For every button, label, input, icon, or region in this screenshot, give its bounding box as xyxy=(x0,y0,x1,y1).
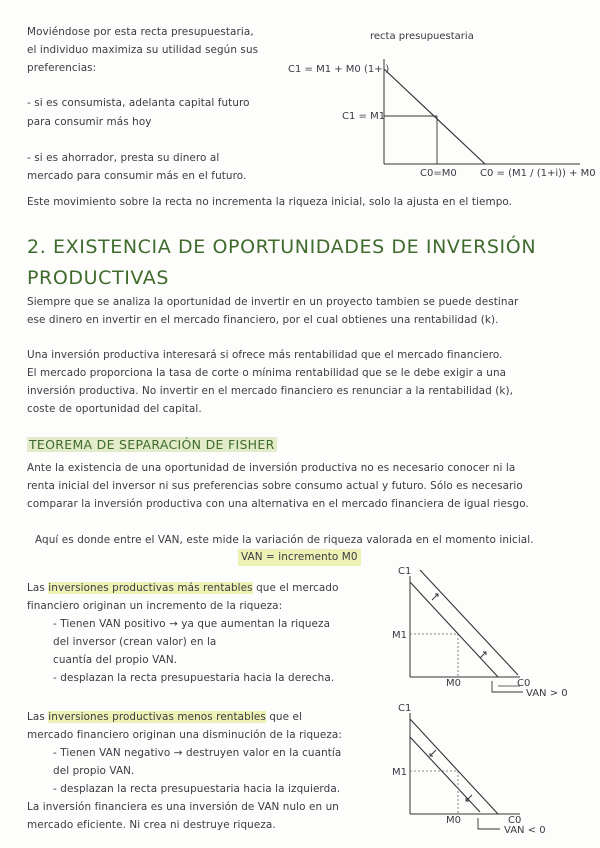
mas-highlight: inversiones productivas más rentables xyxy=(48,582,253,594)
van-formula: VAN = incremento M0 xyxy=(238,549,361,566)
closing-line-2: mercado eficiente. Ni crea ni destruye riqueza. xyxy=(27,819,276,831)
graph2-shifted-line xyxy=(420,570,518,675)
closing-line-1: La inversión financiera es una inversión de VAN nulo en un xyxy=(27,801,339,813)
menos-rentables-line-1 xyxy=(27,709,302,726)
graph3-shifted-line xyxy=(410,737,480,812)
graph2-c0: C0 xyxy=(517,678,531,689)
intro-line-3: preferencias: xyxy=(27,62,97,74)
graph3-van: VAN < 0 xyxy=(504,825,546,836)
graph2-van: VAN > 0 xyxy=(526,688,568,699)
fisher-p1-line-1: Ante la existencia de una oportunidad de inversión productiva no es necesario conocer ni la xyxy=(27,462,516,474)
fisher-p1-line-3: comparar la inversión productiva con una alternativa en el mercado financiera de igual riesgo. xyxy=(27,498,529,510)
section2-p2-line-3: inversión productiva. No invertir en el mercado financiero es renunciar a la rentabilidad (k), xyxy=(27,385,514,397)
graph1-label-c1-top: C1 = M1 + M0 (1+i) xyxy=(288,64,390,75)
menos-prefix: Las xyxy=(27,711,49,723)
mas-bullet-2: del inversor (crean valor) en la xyxy=(53,636,217,648)
graph2-original-line xyxy=(410,582,498,677)
section2-p2-line-2: El mercado proporciona la tasa de corte o mínima rentabilidad que se le debe exigir a una xyxy=(27,367,507,379)
section2-p1-line-2: ese dinero en invertir en el mercado financiero, por el cual obtienes una rentabilidad (k). xyxy=(27,314,499,326)
mas-prefix: Las xyxy=(27,582,49,594)
ahorrador-line-1: - si es ahorrador, presta su dinero al xyxy=(27,152,220,164)
section2-p2-line-1: Una inversión productiva interesará si ofrece más rentabilidad que el mercado financiero. xyxy=(27,349,503,361)
van-negative-graph xyxy=(380,699,580,844)
graph3-arrow-up xyxy=(430,750,436,756)
graph3-bracket xyxy=(478,818,500,829)
graph2-arrow-down xyxy=(480,652,486,658)
graph3-original-line xyxy=(410,719,498,814)
mas-bullet-3: cuantía del propio VAN. xyxy=(53,654,178,666)
intro-summary: Este movimiento sobre la recta no incrementa la riqueza inicial, solo la ajusta en el tiempo. xyxy=(27,196,513,208)
graph3-m0: M0 xyxy=(446,815,461,826)
graph1-label-c1: C1 = M1 xyxy=(342,111,386,122)
menos-bullet-2: del propio VAN. xyxy=(53,765,135,777)
mas-suffix: que el mercado xyxy=(252,582,339,594)
budget-line-graph xyxy=(280,24,600,184)
graph2-arrow-up xyxy=(432,594,438,600)
ahorrador-line-2: mercado para consumir más en el futuro. xyxy=(27,170,247,182)
graph1-budget-line xyxy=(384,69,485,164)
graph1-label-c0-end: C0 = (M1 / (1+i)) + M0 xyxy=(480,168,596,179)
graph2-m0: M0 xyxy=(446,678,461,689)
mas-rentables-line-2: financiero originan un incremento de la riqueza: xyxy=(27,600,283,612)
consumista-line-1: - si es consumista, adelanta capital futuro xyxy=(27,97,250,109)
graph1-title: recta presupuestaria xyxy=(370,31,474,42)
menos-rentables-line-2: mercado financiero originan una disminución de la riqueza: xyxy=(27,729,342,741)
section2-p2-line-4: coste de oportunidad del capital. xyxy=(27,403,202,415)
menos-bullet-3: - desplazan la recta presupuestaria hacia la izquierda. xyxy=(53,783,341,795)
menos-suffix: que el xyxy=(265,711,302,723)
graph1-label-c0: C0=M0 xyxy=(420,168,457,179)
van-positive-graph xyxy=(380,562,580,707)
consumista-line-2: para consumir más hoy xyxy=(27,116,152,128)
intro-line-1: Moviéndose por esta recta presupuestaria, xyxy=(27,26,254,38)
menos-highlight: inversiones productivas menos rentables xyxy=(48,711,266,723)
mas-rentables-line-1 xyxy=(27,580,339,597)
mas-bullet-4: - desplazan la recta presupuestaria hacia la derecha. xyxy=(53,672,335,684)
fisher-heading: TEOREMA DE SEPARACIÓN DE FISHER xyxy=(29,437,275,452)
graph3-y-label: C1 xyxy=(398,703,412,714)
intro-line-2: el individuo maximiza su utilidad según sus xyxy=(27,44,259,56)
graph3-m1: M1 xyxy=(392,767,407,778)
van-intro: Aquí es donde entre el VAN, este mide la variación de riqueza valorada en el momento inicial. xyxy=(35,534,534,546)
mas-bullet-1: - Tienen VAN positivo → ya que aumentan la riqueza xyxy=(53,618,331,630)
section2-p1-line-1: Siempre que se analiza la oportunidad de invertir en un proyecto tambien se puede destinar xyxy=(27,296,519,308)
section-heading: 2. EXISTENCIA DE OPORTUNIDADES DE INVERSIÓN PRODUCTIVAS xyxy=(27,236,537,289)
fisher-p1-line-2: renta inicial del inversor ni sus preferencias sobre consumo actual y futuro. Sólo es necesario xyxy=(27,480,523,492)
graph2-m1: M1 xyxy=(392,630,407,641)
menos-bullet-1: - Tienen VAN negativo → destruyen valor en la cuantía xyxy=(53,747,342,759)
graph3-c0: C0 xyxy=(508,815,522,826)
graph2-y-label: C1 xyxy=(398,566,412,577)
